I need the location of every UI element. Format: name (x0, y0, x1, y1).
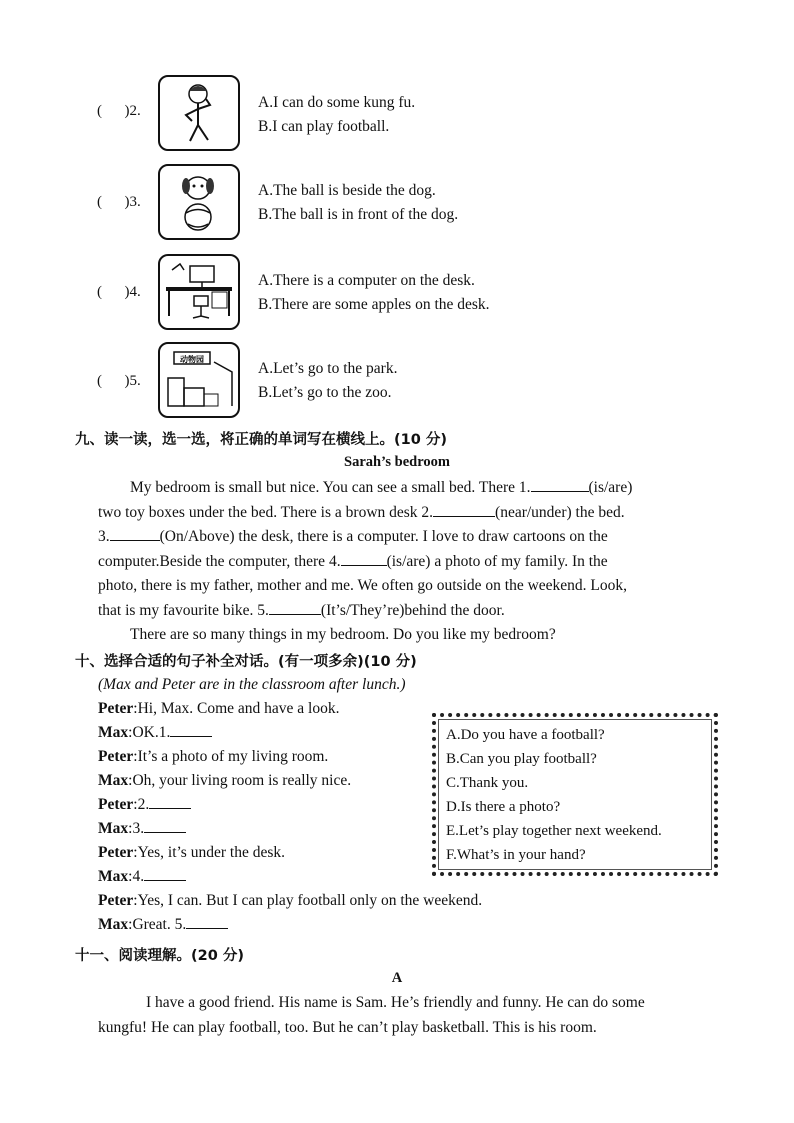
passage-text: kungfu! He can play football, too. But he can’t play basketball. This is his room. (98, 1018, 597, 1036)
dialogue-blank-2[interactable] (149, 793, 191, 809)
line-text: :Yes, it’s under the desk. (133, 844, 285, 861)
paren-close: ) (124, 284, 130, 300)
answer-blank-5[interactable] (269, 599, 321, 615)
paren-close: ) (124, 194, 130, 210)
line-text: :4. (128, 868, 145, 885)
answer-blank-4[interactable] (341, 550, 387, 566)
dialogue-line (98, 889, 482, 913)
line-text: :2. (133, 796, 150, 813)
passage-text: (On/Above) the desk, there is a computer. I love to draw cartoons on the (159, 528, 608, 545)
passage-title: Sarah’s bedroom (344, 454, 450, 470)
speaker: Peter (98, 700, 134, 717)
question-3 (0, 164, 794, 244)
answer-blank-3[interactable] (110, 525, 160, 541)
dialogue (98, 697, 482, 937)
section-10-title: 十、选择合适的句子补全对话。(有一项多余)(10 分) (75, 654, 417, 670)
dialogue-line (98, 913, 482, 937)
choices-box (432, 713, 718, 876)
option-b: B.Let’s go to the zoo. (258, 384, 392, 401)
question-number: 5. (129, 373, 141, 389)
passage-text: photo, there is my father, mother and me. We often go outside on the weekend. Look, (98, 577, 628, 594)
dialogue-line (98, 721, 482, 745)
option-b: B.The ball is in front of the dog. (258, 206, 459, 223)
paren-open: ( (97, 284, 102, 300)
option-b: B.There are some apples on the desk. (258, 296, 490, 313)
line-text: :3. (128, 820, 145, 837)
option-a: A.I can do some kung fu. (258, 94, 416, 111)
choice-a: A.Do you have a football? (446, 727, 605, 743)
kung-fu-boy-picture (158, 75, 240, 151)
passage-text: (is/are) (588, 479, 633, 496)
speaker: Max (98, 724, 129, 741)
passage-text: There are so many things in my bedroom. Do you like my bedroom? (130, 626, 556, 643)
answer-blank-2[interactable] (433, 501, 495, 517)
line-text: :Great. 5. (128, 916, 187, 933)
computer-desk-picture (158, 254, 240, 330)
zoo-sign-label: 动物园 (180, 355, 204, 364)
answer-blank-1[interactable] (531, 476, 589, 492)
passage-text: I have a good friend. His name is Sam. He’s friendly and funny. He can do some (146, 994, 645, 1011)
line-text: :Oh, your living room is really nice. (128, 772, 352, 789)
question-number: 4. (129, 284, 141, 300)
passage-text: 3. (98, 528, 110, 545)
passage-text: two toy boxes under the bed. There is a brown desk 2. (98, 503, 434, 521)
dialogue-line (98, 745, 482, 769)
speaker: Max (98, 916, 129, 933)
dialogue-line (98, 697, 482, 721)
passage-text: My bedroom is small but nice. You can see a small bed. There 1. (130, 479, 531, 496)
question-4 (0, 254, 794, 334)
section-9-passage (98, 476, 720, 648)
choice-c: C.Thank you. (446, 775, 529, 791)
zoo-gate-picture (158, 342, 240, 418)
dialogue-blank-5[interactable] (186, 913, 228, 929)
option-a: A.There is a computer on the desk. (258, 272, 475, 289)
option-b: B.I can play football. (258, 118, 390, 135)
section-9-title: 九、读一读，选一选，将正确的单词写在横线上。(10 分) (75, 432, 447, 448)
passage-text: (is/are) a photo of my family. In the (386, 552, 608, 570)
passage-text: (It’s/They’re)behind the door. (320, 601, 505, 619)
question-number: 2. (129, 103, 141, 119)
dialogue-blank-1[interactable] (170, 721, 212, 737)
section-11-title: 十一、阅读理解。(20 分) (75, 948, 244, 964)
option-a: A.The ball is beside the dog. (258, 182, 436, 199)
choice-b: B.Can you play football? (446, 751, 597, 767)
reading-passage (98, 991, 720, 1040)
choice-d: D.Is there a photo? (446, 799, 561, 815)
passage-text: computer.Beside the computer, there 4. (98, 552, 341, 570)
line-text: :OK.1. (128, 724, 171, 741)
paren-close: ) (124, 103, 130, 119)
dialogue-scene: (Max and Peter are in the classroom after lunch.) (98, 676, 406, 693)
dialogue-line (98, 769, 482, 793)
line-text: :It’s a photo of my living room. (133, 748, 329, 765)
speaker: Max (98, 820, 129, 837)
speaker: Max (98, 772, 129, 789)
option-a: A.Let’s go to the park. (258, 360, 398, 377)
passage-text: (near/under) the bed. (495, 503, 625, 521)
paren-open: ( (97, 373, 102, 389)
passage-text: that is my favourite bike. 5. (98, 601, 269, 619)
speaker: Max (98, 868, 129, 885)
question-5 (0, 342, 794, 422)
dialogue-line (98, 793, 482, 817)
question-2 (0, 75, 794, 155)
dialogue-line (98, 865, 482, 889)
speaker: Peter (98, 748, 134, 765)
paren-open: ( (97, 194, 102, 210)
choice-e: E.Let’s play together next weekend. (446, 823, 662, 839)
dialogue-blank-4[interactable] (144, 865, 186, 881)
speaker: Peter (98, 892, 134, 909)
paren-open: ( (97, 103, 102, 119)
question-number: 3. (129, 194, 141, 210)
speaker: Peter (98, 844, 134, 861)
line-text: :Yes, I can. But I can play football only on the weekend. (133, 892, 483, 909)
speaker: Peter (98, 796, 134, 813)
dog-with-ball-picture (158, 164, 240, 240)
dialogue-blank-3[interactable] (144, 817, 186, 833)
dialogue-line (98, 841, 482, 865)
reading-part-label: A (391, 970, 403, 986)
dialogue-line (98, 817, 482, 841)
paren-close: ) (124, 373, 130, 389)
line-text: :Hi, Max. Come and have a look. (133, 700, 340, 717)
choice-f: F.What’s in your hand? (446, 847, 586, 863)
